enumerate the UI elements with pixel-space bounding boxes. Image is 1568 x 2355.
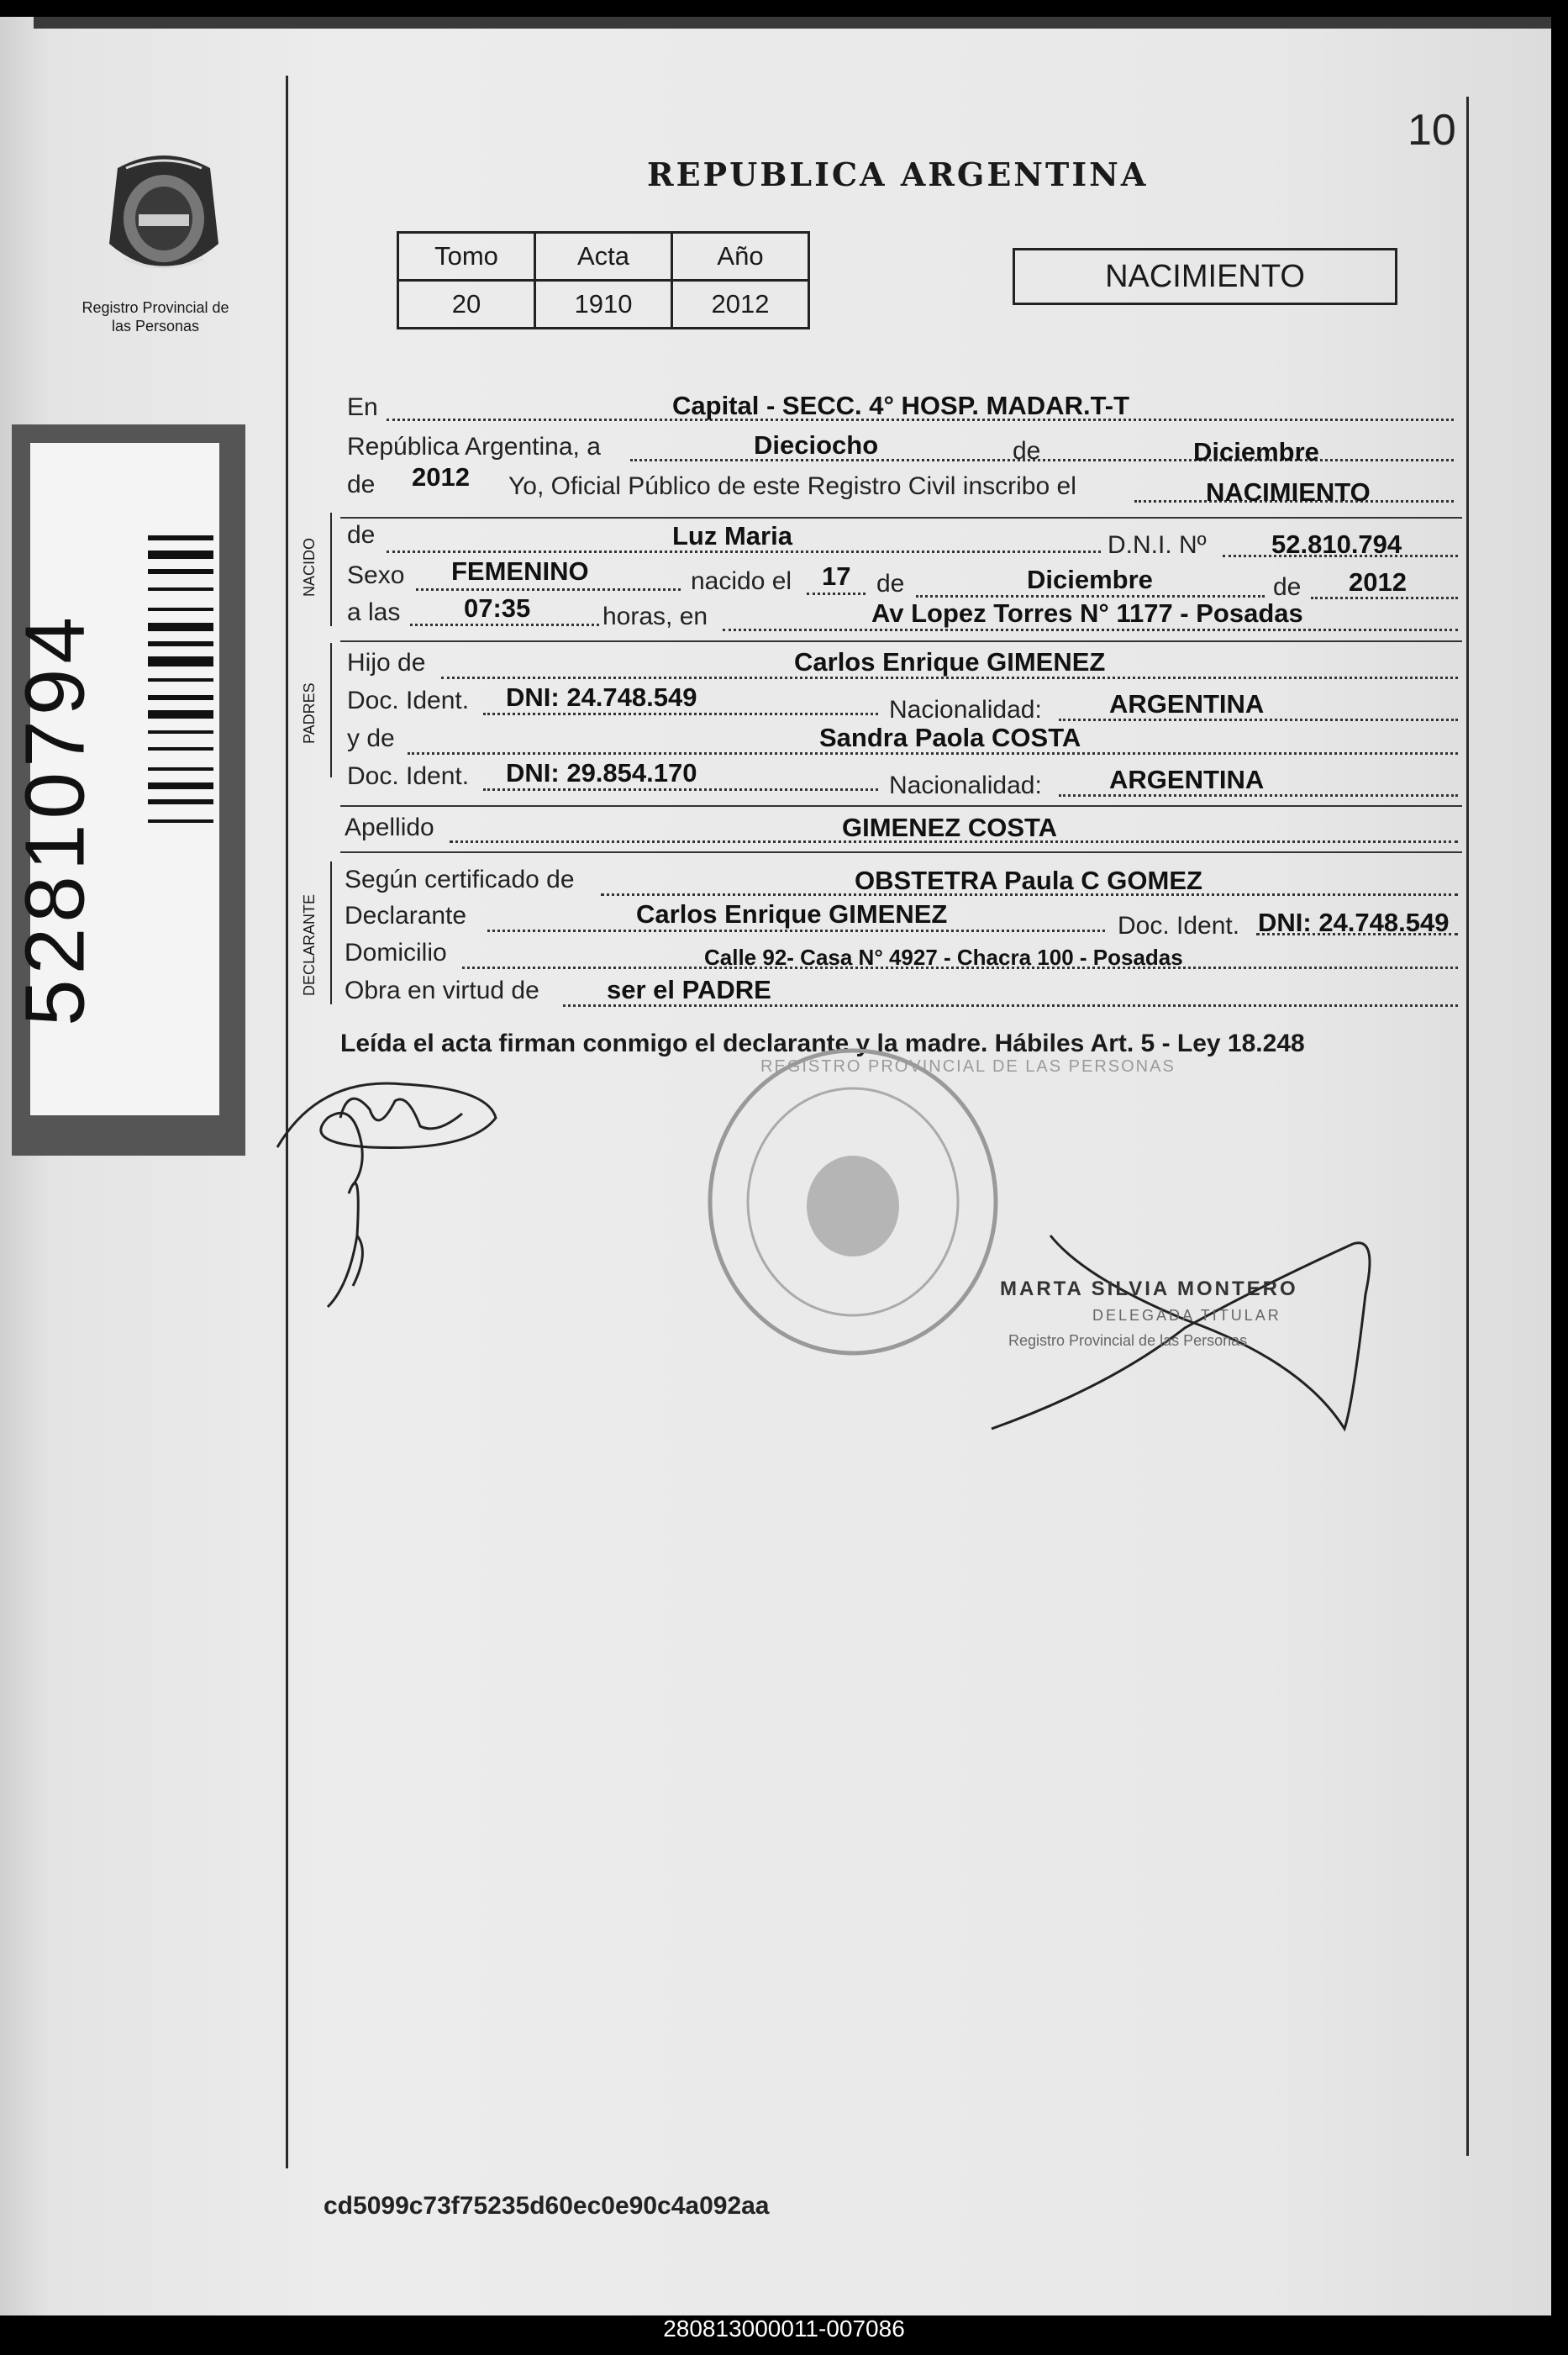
- dots-lugar-nac: [723, 629, 1458, 631]
- registry-header-acta: Acta: [535, 233, 672, 281]
- registry-table: [397, 231, 810, 329]
- label-yo-oficial: Yo, Oficial Público de este Registro Civil inscribo el: [508, 472, 1076, 500]
- signature-office: Registro Provincial de las Personas: [1008, 1332, 1248, 1349]
- label-sexo: Sexo: [347, 561, 405, 589]
- value-mes: Diciembre: [1193, 437, 1319, 466]
- barcode-bar: [148, 819, 213, 823]
- dots-declarante: [487, 930, 1105, 932]
- barcode-bar: [148, 641, 213, 646]
- label-obra: Obra en virtud de: [345, 977, 539, 1004]
- label-segun: Según certificado de: [345, 866, 575, 893]
- barcode-bar: [148, 710, 213, 719]
- dots-padre-doc: [483, 713, 878, 715]
- label-doc-ident-madre: Doc. Ident.: [347, 762, 470, 790]
- label-doc-ident-declarante: Doc. Ident.: [1118, 912, 1240, 940]
- padres-bracket: [330, 643, 332, 777]
- registry-value-row: [398, 281, 809, 329]
- barcode-bar: [148, 767, 213, 771]
- label-de-anio: de: [347, 471, 376, 498]
- padres-label: PADRES: [301, 682, 318, 744]
- barcode-bar: [148, 608, 213, 611]
- barcode-panel: [8, 424, 245, 1156]
- barcode-bar: [148, 535, 213, 540]
- value-mes-nac: Diciembre: [1027, 565, 1153, 594]
- page-number: 10: [1408, 106, 1456, 155]
- document-hash: cd5099c73f75235d60ec0e90c4a092aa: [324, 2192, 770, 2220]
- value-hora: 07:35: [464, 593, 531, 623]
- barcode-bar: [148, 623, 213, 631]
- value-padre-nac: ARGENTINA: [1109, 689, 1265, 719]
- value-dia-nac: 17: [822, 561, 851, 591]
- value-declarante-doc: DNI: 24.748.549: [1258, 908, 1450, 937]
- label-apellido: Apellido: [345, 814, 434, 841]
- label-de-anio-nac: de: [1273, 573, 1302, 601]
- label-declarante: Declarante: [345, 902, 467, 930]
- separator-4: [340, 851, 1462, 853]
- label-nacionalidad-madre: Nacionalidad:: [889, 772, 1042, 799]
- value-lugar: Capital - SECC. 4° HOSP. MADAR.T-T: [672, 391, 1130, 420]
- value-madre-doc: DNI: 29.854.170: [506, 758, 697, 788]
- value-sexo: FEMENINO: [451, 556, 589, 586]
- dots-sexo: [416, 588, 681, 591]
- label-a-las: a las: [347, 598, 401, 626]
- barcode-bar: [148, 569, 213, 574]
- country-heading: REPUBLICA ARGENTINA: [647, 155, 1149, 193]
- declarante-bracket: [330, 861, 332, 1004]
- stamp-text: REGISTRO PROVINCIAL DE LAS PERSONAS: [760, 1057, 1176, 1076]
- footer-id: 280813000011-007086: [663, 2315, 905, 2342]
- label-dni: D.N.I. Nº: [1108, 531, 1207, 559]
- separator-3: [340, 805, 1462, 807]
- act-type-box: NACIMIENTO: [1013, 248, 1397, 305]
- declarant-signature-icon: [269, 1067, 521, 1320]
- value-padre-doc: DNI: 24.748.549: [506, 682, 697, 712]
- label-hijo-de: Hijo de: [347, 649, 426, 677]
- barcode-bar: [148, 656, 213, 666]
- barcode-label: [8, 443, 219, 1115]
- label-republica: República Argentina, a: [347, 433, 601, 461]
- value-padre: Carlos Enrique GIMENEZ: [794, 647, 1106, 677]
- label-de-nacido: de: [347, 521, 376, 549]
- barcode-bar: [148, 747, 213, 751]
- value-inscribe: NACIMIENTO: [1206, 477, 1371, 507]
- barcode-bar: [148, 799, 213, 804]
- document-page: [0, 17, 1551, 2315]
- label-domicilio: Domicilio: [345, 939, 447, 967]
- barcode-bar: [148, 782, 213, 789]
- barcode-number: 52810794: [8, 612, 103, 1026]
- nacido-label: NACIDO: [301, 537, 318, 597]
- value-dia-letras: Dieciocho: [754, 430, 879, 460]
- value-anio: 2012: [412, 462, 470, 492]
- registry-header-anio: Año: [672, 233, 809, 281]
- label-doc-ident-padre: Doc. Ident.: [347, 687, 470, 714]
- barcode-bars: [148, 535, 213, 1023]
- label-de: de: [1013, 437, 1041, 465]
- separator-1: [340, 517, 1462, 519]
- registry-tomo: 20: [398, 281, 535, 329]
- barcode-bar: [148, 678, 213, 682]
- label-nacido-el: nacido el: [691, 567, 792, 595]
- value-nombre: Luz Maria: [672, 521, 792, 551]
- dots-madre-doc: [483, 788, 878, 791]
- label-horas-en: horas, en: [602, 603, 708, 630]
- registry-header-tomo: Tomo: [398, 233, 535, 281]
- value-declarante: Carlos Enrique GIMENEZ: [636, 899, 948, 929]
- value-anio-nac: 2012: [1349, 567, 1407, 597]
- label-y-de: y de: [347, 724, 395, 752]
- value-apellido: GIMENEZ COSTA: [842, 813, 1058, 842]
- barcode-bar: [148, 730, 213, 734]
- registry-header-row: [398, 233, 809, 281]
- closing-statement: Leída el acta firman conmigo el declarante y la madre. Hábiles Art. 5 - Ley 18.248: [340, 1030, 1305, 1057]
- barcode-bar: [148, 695, 213, 700]
- dots-mes-nac: [916, 595, 1265, 598]
- value-domicilio: Calle 92- Casa N° 4927 - Chacra 100 - Posadas: [704, 945, 1183, 970]
- dots-hora: [410, 624, 599, 626]
- separator-2: [340, 640, 1462, 642]
- value-certificado: OBSTETRA Paula C GOMEZ: [855, 866, 1202, 895]
- barcode-bar: [148, 551, 213, 559]
- value-obra: ser el PADRE: [607, 975, 771, 1004]
- official-stamp-icon: [702, 1042, 1004, 1362]
- value-dni: 52.810.794: [1271, 529, 1402, 559]
- registry-acta: 1910: [535, 281, 672, 329]
- top-edge-shadow: [34, 17, 1551, 29]
- label-de-mes: de: [876, 570, 905, 598]
- declarante-label: DECLARANTE: [301, 893, 318, 996]
- label-en: En: [347, 393, 378, 421]
- value-madre-nac: ARGENTINA: [1109, 765, 1265, 794]
- value-madre: Sandra Paola COSTA: [819, 723, 1081, 752]
- seal-caption: Registro Provincial de las Personas: [82, 299, 229, 335]
- right-border-line: [1466, 97, 1469, 2156]
- value-lugar-nac: Av Lopez Torres N° 1177 - Posadas: [871, 598, 1303, 628]
- registry-anio: 2012: [672, 281, 809, 329]
- provincial-seal-icon: [101, 143, 227, 294]
- nacido-bracket: [330, 513, 332, 626]
- signature-title: DELEGADA TITULAR: [1092, 1307, 1281, 1324]
- barcode-bar: [148, 587, 213, 591]
- label-nacionalidad-padre: Nacionalidad:: [889, 696, 1042, 724]
- dots-dia-nac: [807, 593, 866, 595]
- signature-name: MARTA SILVIA MONTERO: [1000, 1278, 1298, 1300]
